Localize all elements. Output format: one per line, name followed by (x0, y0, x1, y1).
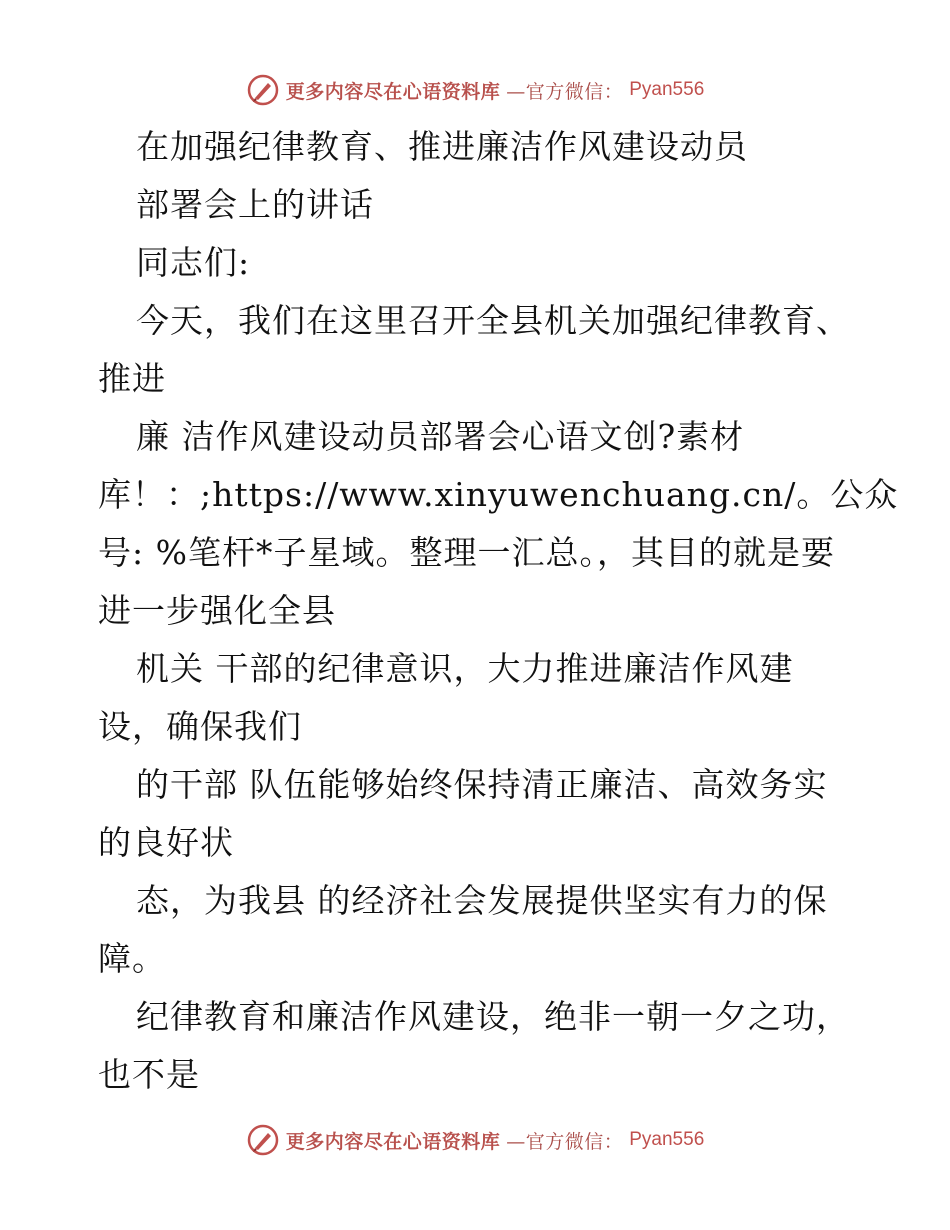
paragraph-line: 号: %笔杆*子星域。整理一汇总。，其目的就是要 (98, 533, 835, 572)
paragraph-line: 设，确保我们 (98, 707, 302, 746)
watermark-suffix: —官方微信： (506, 1130, 624, 1153)
watermark-id: Pyan556 (629, 1129, 705, 1150)
watermark-text: 更多内容尽在心语资料库 (285, 80, 501, 103)
paragraph-line: 态，为我县 的经济社会发展提供坚实有力的保 (136, 881, 828, 920)
paragraph-line: 机关 干部的纪律意识，大力推进廉洁作风建 (136, 649, 794, 688)
watermark-id: Pyan556 (629, 79, 705, 100)
paragraph-line: 障。 (98, 939, 166, 978)
paragraph-line: 库！：;https://www.xinyuwenchuang.cn/。公众 (98, 475, 899, 514)
paragraph-line: 的干部 队伍能够始终保持清正廉洁、高效务实 (136, 765, 828, 804)
paragraph-line: 今天，我们在这里召开全县机关加强纪律教育、 (136, 301, 850, 340)
pen-logo-icon (246, 1123, 280, 1157)
paragraph-line: 进一步强化全县 (98, 591, 336, 630)
pen-logo-icon (246, 73, 280, 107)
paragraph-line: 推进 (98, 359, 166, 398)
paragraph-line: 的良好状 (98, 823, 234, 862)
watermark-text: 更多内容尽在心语资料库 (285, 1130, 501, 1153)
watermark-suffix: —官方微信： (506, 80, 624, 103)
header-watermark (0, 70, 950, 110)
footer-watermark (0, 1120, 950, 1160)
paragraph-line: 纪律教育和廉洁作风建设，绝非一朝一夕之功， (136, 997, 850, 1036)
paragraph-line: 廉 洁作风建设动员部署会心语文创?素材 (136, 417, 745, 456)
salutation: 同志们: (136, 243, 251, 282)
document-body (98, 118, 899, 1104)
document-title-line: 部署会上的讲话 (136, 185, 374, 224)
paragraph-line: 也不是 (98, 1055, 200, 1094)
document-title-line: 在加强纪律教育、推进廉洁作风建设动员 (136, 127, 748, 166)
